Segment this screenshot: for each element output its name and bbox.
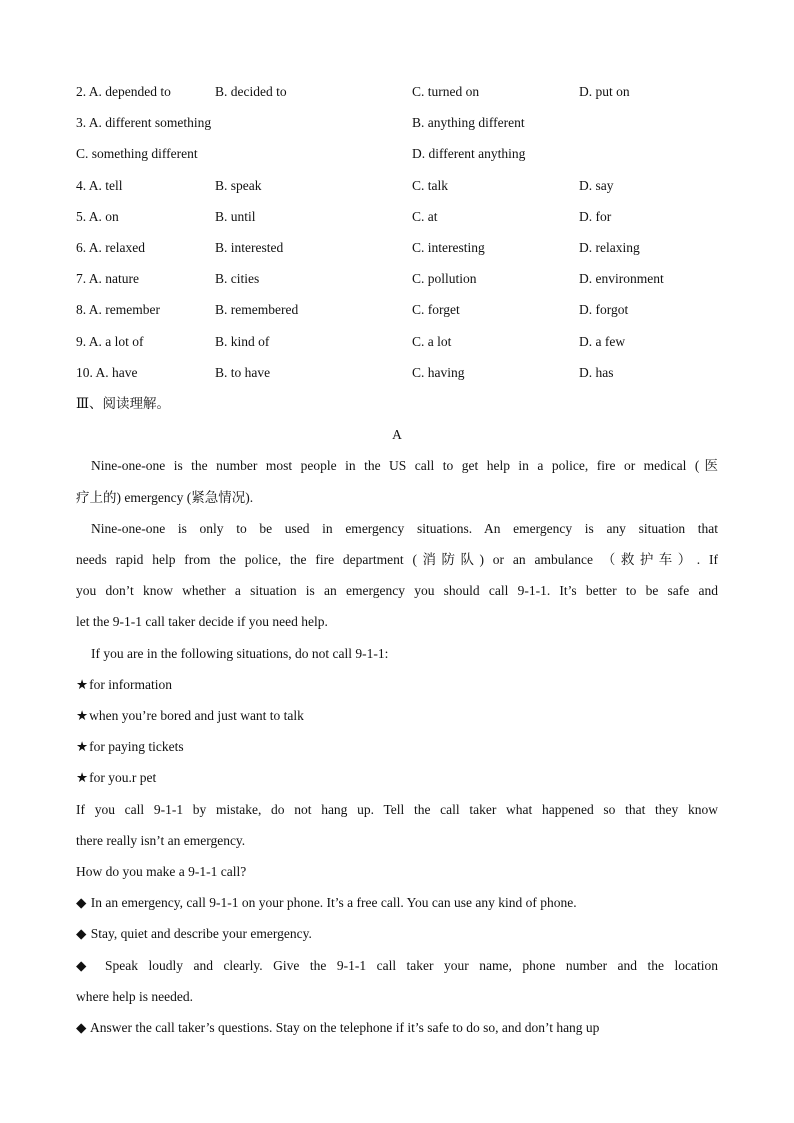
option-b: B. speak bbox=[215, 178, 262, 193]
question-number: 6. bbox=[76, 240, 87, 255]
option-a: A. depended to bbox=[88, 84, 171, 99]
option-d: D. say bbox=[579, 178, 614, 193]
option-b: B. remembered bbox=[215, 302, 299, 317]
passage-paragraph-1-line-1: Nine-one-one is the number most people in the US call to get help in a police, fire or medical (医 bbox=[91, 458, 718, 473]
list-item: ◆ In an emergency, call 9-1-1 on your phone. It’s a free call. You can use any kind of phone. bbox=[76, 895, 577, 910]
option-c: C. pollution bbox=[412, 271, 477, 286]
question-number: 2. bbox=[76, 84, 87, 99]
section-heading: Ⅲ、阅读理解。 bbox=[76, 396, 171, 411]
list-item: ◆ Answer the call taker’s questions. Stay on the telephone if it’s safe to do so, and don’t hang up bbox=[76, 1020, 600, 1035]
option-a: A. have bbox=[95, 365, 138, 380]
option-d: D. has bbox=[579, 365, 614, 380]
option-b: B. interested bbox=[215, 240, 284, 255]
option-c: C. interesting bbox=[412, 240, 485, 255]
option-b: B. kind of bbox=[215, 334, 270, 349]
option-d: D. environment bbox=[579, 271, 664, 286]
option-c: C. something different bbox=[76, 146, 198, 161]
option-a: A. relaxed bbox=[88, 240, 145, 255]
passage-paragraph-2-line-2: needs rapid help from the police, the fire department (消防队) or an ambulance （救护车）. If bbox=[76, 552, 718, 567]
option-c: C. a lot bbox=[412, 334, 452, 349]
option-c: C. having bbox=[412, 365, 465, 380]
option-c: C. talk bbox=[412, 178, 448, 193]
option-a: A. tell bbox=[88, 178, 123, 193]
passage-paragraph-2-line-3: you don’t know whether a situation is an emergency you should call 9-1-1. It’s better to be safe and bbox=[76, 583, 718, 598]
option-b: B. decided to bbox=[215, 84, 287, 99]
option-a: A. a lot of bbox=[88, 334, 144, 349]
option-d: D. a few bbox=[579, 334, 626, 349]
question-number: 8. bbox=[76, 302, 87, 317]
star-icon: ★ bbox=[76, 739, 89, 754]
star-icon: ★ bbox=[76, 708, 89, 723]
question-number: 10. bbox=[76, 365, 93, 380]
option-a: A. different something bbox=[88, 115, 212, 130]
question-number: 9. bbox=[76, 334, 87, 349]
passage-paragraph-2-line-1: Nine-one-one is only to be used in emergency situations. An emergency is any situation that bbox=[91, 521, 718, 536]
list-item: ◆ Stay, quiet and describe your emergency. bbox=[76, 926, 312, 941]
diamond-icon: ◆ bbox=[76, 926, 87, 941]
star-icon: ★ bbox=[76, 677, 89, 692]
question-number: 7. bbox=[76, 271, 87, 286]
list-item-continuation: where help is needed. bbox=[76, 989, 193, 1004]
list-item: ★for you.r pet bbox=[76, 770, 157, 785]
option-b: B. cities bbox=[215, 271, 260, 286]
question-number: 5. bbox=[76, 209, 87, 224]
passage-paragraph-4-line-1: If you call 9-1-1 by mistake, do not hang up. Tell the call taker what happened so that they know bbox=[76, 802, 718, 817]
diamond-icon: ◆ bbox=[76, 895, 87, 910]
option-d: D. relaxing bbox=[579, 240, 640, 255]
option-b: B. until bbox=[215, 209, 256, 224]
option-c: C. turned on bbox=[412, 84, 480, 99]
diamond-icon: ◆ bbox=[76, 958, 94, 973]
option-c: C. at bbox=[412, 209, 438, 224]
list-item: ◆ Speak loudly and clearly. Give the 9-1-1 call taker your name, phone number and the location bbox=[76, 958, 718, 973]
passage-paragraph-3: If you are in the following situations, do not call 9-1-1: bbox=[91, 646, 389, 661]
list-item: ★for paying tickets bbox=[76, 739, 184, 754]
passage-label: A bbox=[392, 427, 402, 442]
list-item: ★for information bbox=[76, 677, 172, 692]
option-a: A. nature bbox=[88, 271, 139, 286]
list-item: ★when you’re bored and just want to talk bbox=[76, 708, 304, 723]
passage-paragraph-4-line-2: there really isn’t an emergency. bbox=[76, 833, 246, 848]
option-b: B. anything different bbox=[412, 115, 525, 130]
option-a: A. on bbox=[88, 209, 119, 224]
option-d: D. for bbox=[579, 209, 612, 224]
option-b: B. to have bbox=[215, 365, 271, 380]
option-d: D. put on bbox=[579, 84, 630, 99]
star-icon: ★ bbox=[76, 770, 89, 785]
option-d: D. forgot bbox=[579, 302, 629, 317]
passage-paragraph-2-line-4: let the 9-1-1 call taker decide if you need help. bbox=[76, 614, 328, 629]
question-number: 4. bbox=[76, 178, 87, 193]
passage-paragraph-1-line-2: 疗上的) emergency (紧急情况). bbox=[76, 490, 254, 505]
option-a: A. remember bbox=[88, 302, 160, 317]
option-c: C. forget bbox=[412, 302, 460, 317]
question-number: 3. bbox=[76, 115, 87, 130]
passage-question: How do you make a 9-1-1 call? bbox=[76, 864, 247, 879]
diamond-icon: ◆ bbox=[76, 1020, 87, 1035]
option-d: D. different anything bbox=[412, 146, 526, 161]
